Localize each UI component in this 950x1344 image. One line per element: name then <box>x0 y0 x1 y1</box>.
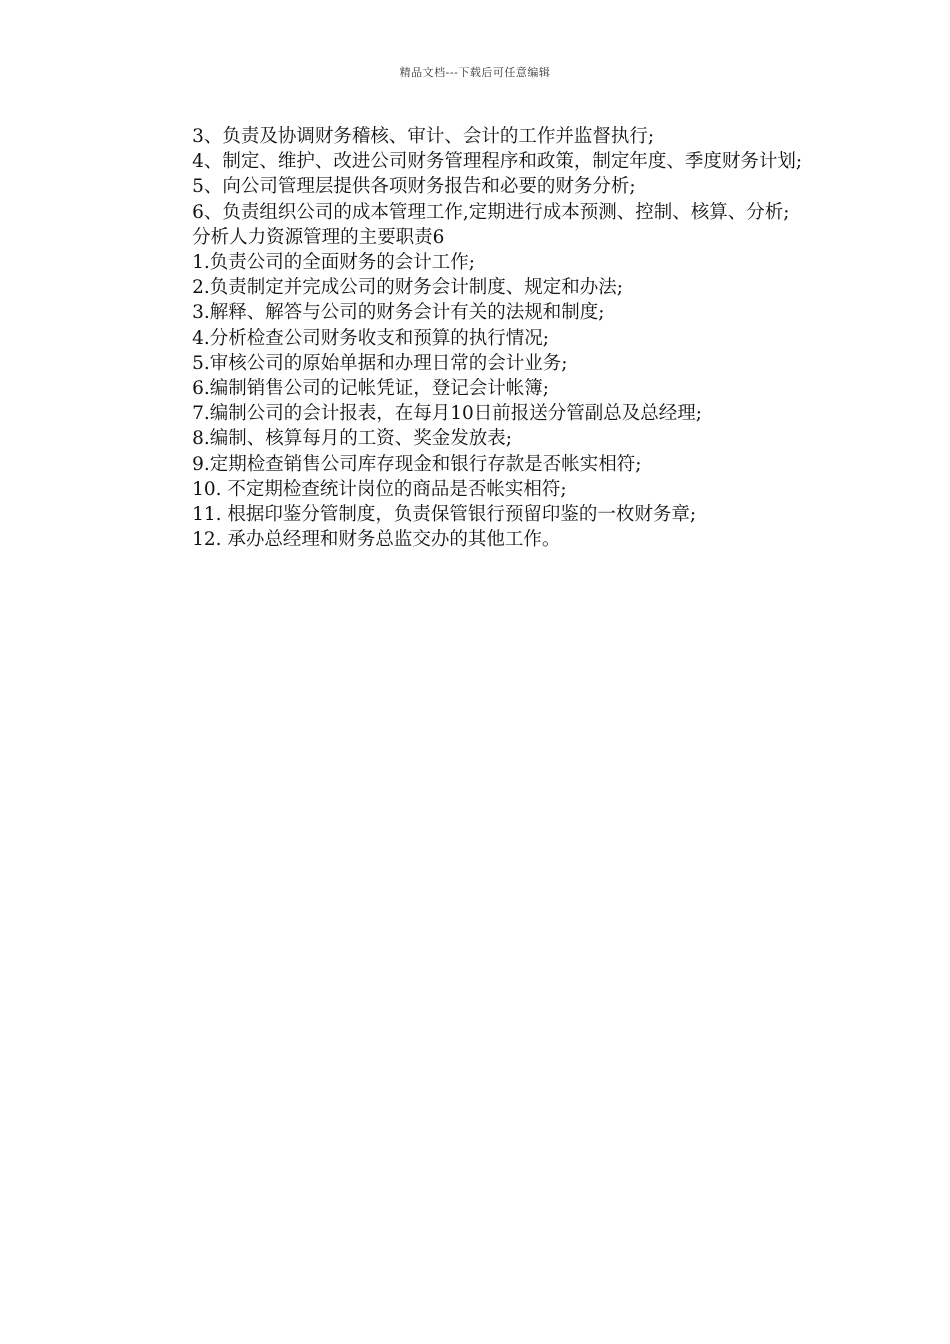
section-heading: 分析人力资源管理的主要职责6 <box>192 226 445 248</box>
list-item: 8.编制、核算每月的工资、奖金发放表; <box>192 428 512 450</box>
list-item: 10. 不定期检查统计岗位的商品是否帐实相符; <box>192 478 567 500</box>
list-item: 3.解释、解答与公司的财务会计有关的法规和制度; <box>192 302 605 324</box>
paragraph-duty-6-cost: 6、负责组织公司的成本管理工作,定期进行成本预测、控制、核算、分析; <box>192 201 790 223</box>
paragraph-duty-3-audit: 3、负责及协调财务稽核、审计、会计的工作并监督执行; <box>192 126 655 147</box>
list-item: 9.定期检查销售公司库存现金和银行存款是否帐实相符; <box>192 453 642 475</box>
list-item: 12. 承办总经理和财务总监交办的其他工作。 <box>192 529 561 551</box>
page-header: 精品文档---下载后可任意编辑 <box>399 66 551 79</box>
list-item: 2.负责制定并完成公司的财务会计制度、规定和办法; <box>192 277 623 299</box>
list-item: 4.分析检查公司财务收支和预算的执行情况; <box>192 327 549 349</box>
list-item: 7.编制公司的会计报表，在每月10日前报送分管副总及总经理; <box>192 403 703 425</box>
list-item: 11. 根据印鉴分管制度，负责保管银行预留印鉴的一枚财务章; <box>192 504 697 526</box>
list-item: 1.负责公司的全面财务的会计工作; <box>192 252 475 274</box>
document-body <box>144 124 824 552</box>
paragraph-duty-5-reports: 5、向公司管理层提供各项财务报告和必要的财务分析; <box>192 176 636 198</box>
paragraph-duty-4-procedures: 4、制定、维护、改进公司财务管理程序和政策，制定年度、季度财务计划; <box>192 151 803 173</box>
list-item: 5.审核公司的原始单据和办理日常的会计业务; <box>192 352 568 374</box>
list-item: 6.编制销售公司的记帐凭证，登记会计帐簿; <box>192 378 549 400</box>
